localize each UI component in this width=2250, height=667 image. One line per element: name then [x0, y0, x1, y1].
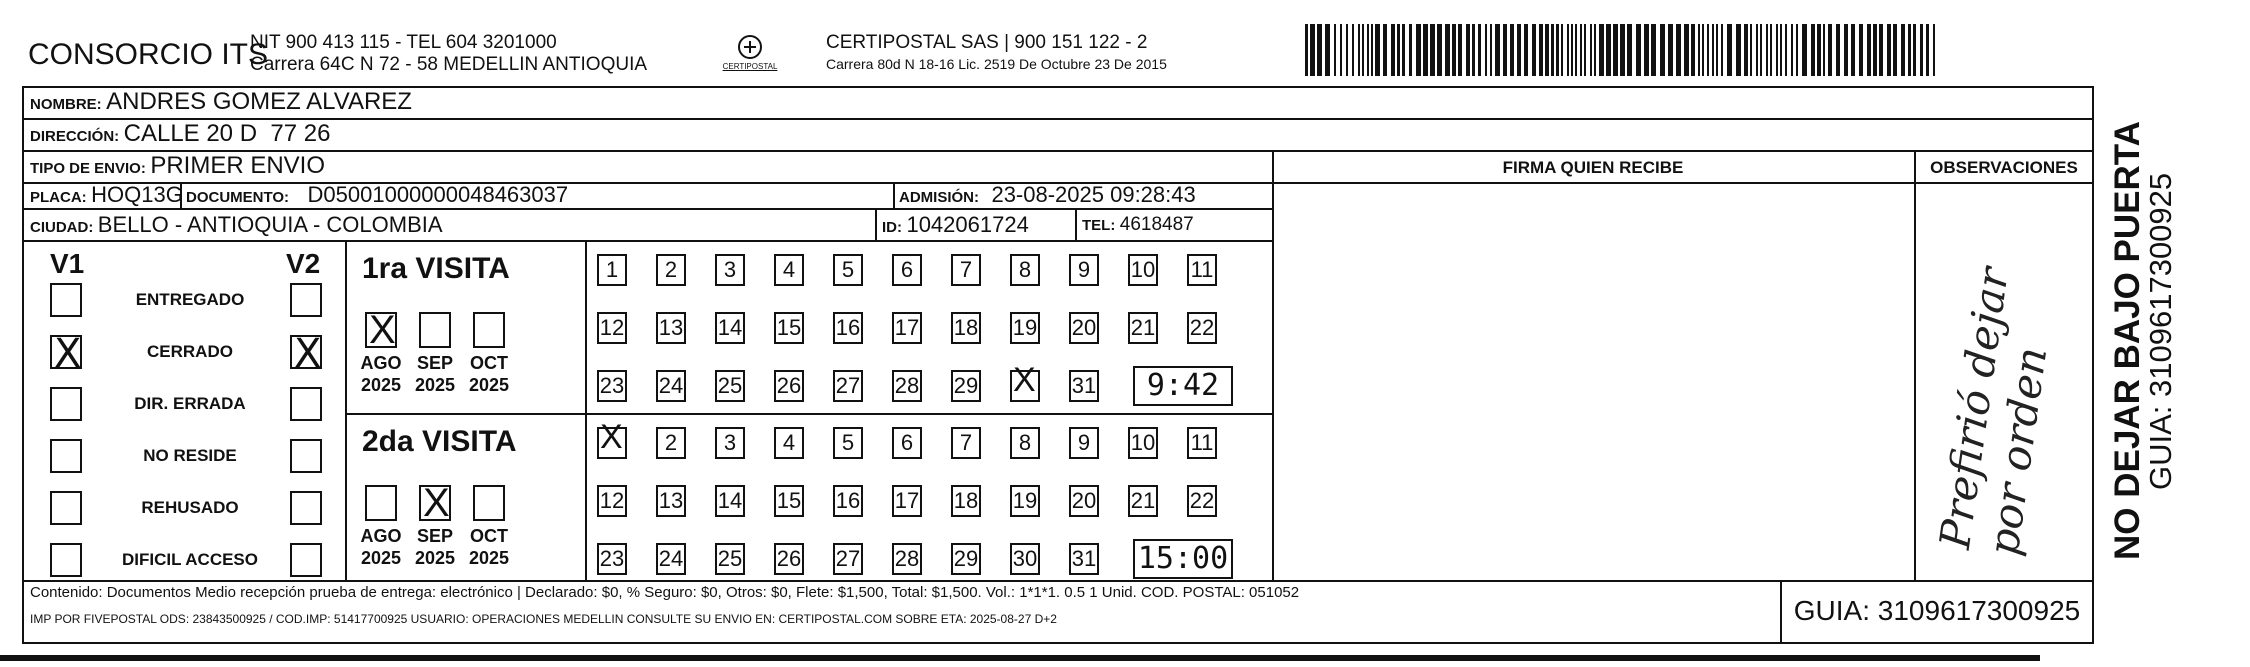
day-checkbox[interactable]: 23: [597, 370, 627, 402]
month-label: [408, 525, 462, 569]
day-checkbox[interactable]: 28: [892, 370, 922, 402]
day-checkbox[interactable]: 29: [951, 543, 981, 575]
day-checkbox[interactable]: 11: [1187, 427, 1217, 459]
day-checkbox[interactable]: 19: [1010, 485, 1040, 517]
city-label: CIUDAD:: [30, 219, 94, 236]
barcode-bar: [1584, 24, 1586, 76]
id-label: ID:: [882, 219, 902, 236]
document-value: D05001000000048463037: [307, 182, 569, 207]
day-checkbox[interactable]: 24: [656, 543, 686, 575]
no-leave-warning: NO DEJAR BAJO PUERTA: [2108, 121, 2147, 560]
shipment-type-value: PRIMER ENVIO: [150, 152, 326, 179]
day-checkbox[interactable]: 27: [833, 370, 863, 402]
document-label: DOCUMENTO:: [186, 189, 290, 206]
barcode-bar: [1371, 24, 1373, 76]
day-checkbox[interactable]: 13: [656, 312, 686, 344]
barcode-bar: [1571, 24, 1573, 76]
day-checkbox[interactable]: 19: [1010, 312, 1040, 344]
barcode-bar: [1391, 24, 1395, 76]
barcode-bar: [1556, 24, 1559, 76]
month-checkbox[interactable]: [473, 485, 505, 521]
certipostal-logo: [720, 32, 780, 76]
barcode-bar: [1636, 24, 1641, 76]
city-value: BELLO - ANTIOQUIA - COLOMBIA: [97, 212, 443, 237]
day-checkbox[interactable]: 21: [1128, 485, 1158, 517]
barcode-bar: [1358, 24, 1360, 76]
barcode-bar: [1452, 24, 1456, 76]
barcode-bar: [1811, 24, 1815, 76]
barcode-bar: [1644, 24, 1649, 76]
logo-caption: CERTIPOSTAL: [722, 62, 778, 71]
day-checkbox[interactable]: 3: [715, 427, 745, 459]
barcode-bar: [1594, 24, 1596, 76]
day-checkbox[interactable]: 18: [951, 485, 981, 517]
barcode-bar: [1851, 24, 1855, 76]
month-checkbox[interactable]: [365, 485, 397, 521]
v2-label: V2: [286, 248, 321, 279]
barcode-bar: [1756, 24, 1758, 76]
barcode-bar: [1478, 24, 1481, 76]
day-checkbox[interactable]: 14: [715, 312, 745, 344]
day-checkbox[interactable]: 16: [833, 485, 863, 517]
barcode-bar: [1716, 24, 1718, 76]
barcode-bar: [1317, 24, 1322, 76]
barcode-bar: [1409, 24, 1412, 76]
barcode-bar: [1490, 24, 1492, 76]
barcode-bar: [1495, 24, 1500, 76]
month-label: [354, 352, 408, 396]
city-field: [30, 212, 443, 238]
status-option-label: CERRADO: [147, 342, 233, 361]
visit-title: 2da VISITA: [362, 425, 517, 458]
plate-label: PLACA:: [30, 189, 87, 206]
day-checkbox[interactable]: 29: [951, 370, 981, 402]
status-option-label: ENTREGADO: [135, 290, 245, 309]
day-checkbox[interactable]: 7: [951, 427, 981, 459]
status-option-label: DIFICIL ACCESO: [121, 550, 258, 569]
visit-title: 1ra VISITA: [362, 252, 510, 285]
barcode-bar: [1430, 24, 1435, 76]
side-guide-number: GUIA: 3109617300925: [2143, 172, 2178, 490]
month-name: OCT: [470, 353, 508, 373]
month-checkbox[interactable]: [419, 485, 451, 521]
barcode-bar: [1802, 24, 1807, 76]
day-checkbox[interactable]: 4: [774, 427, 804, 459]
address-value: CALLE 20 D 77 26: [123, 120, 331, 147]
name-value: ANDRES GOMEZ ALVAREZ: [106, 88, 412, 115]
signature-header: FIRMA QUIEN RECIBE: [1502, 158, 1684, 177]
day-checkbox[interactable]: 10: [1128, 254, 1158, 286]
month-name: AGO: [360, 526, 402, 546]
month-label: [408, 352, 462, 396]
month-name: SEP: [416, 353, 454, 373]
barcode-bar: [1620, 24, 1625, 76]
day-checkbox[interactable]: 9: [1069, 427, 1099, 459]
footer-guide-number: GUIA: 3109617300925: [1793, 595, 2081, 626]
day-checkbox[interactable]: 4: [774, 254, 804, 286]
admission-value: 23-08-2025 09:28:43: [991, 182, 1196, 207]
barcode-bar: [1613, 24, 1618, 76]
tel-value: 4618487: [1119, 214, 1194, 235]
barcode-bar: [1539, 24, 1543, 76]
barcode-bar: [1416, 24, 1421, 76]
barcode-bar: [1397, 24, 1400, 76]
status-option-label: NO RESIDE: [143, 446, 237, 465]
company-nit: NIT 900 413 115 - TEL 604 3201000: [250, 32, 557, 53]
barcode-bar: [1712, 24, 1714, 76]
barcode-bar: [1750, 24, 1752, 76]
month-year: 2025: [414, 548, 456, 568]
day-checkbox[interactable]: 9: [1069, 254, 1099, 286]
barcode-bar: [1736, 24, 1741, 76]
barcode-bar: [1472, 24, 1475, 76]
day-checkbox[interactable]: 21: [1128, 312, 1158, 344]
day-checkbox[interactable]: 12: [597, 485, 627, 517]
barcode-bar: [1545, 24, 1549, 76]
barcode-bar: [1828, 24, 1832, 76]
barcode-bar: [1913, 24, 1916, 76]
month-name: SEP: [416, 526, 454, 546]
barcode-bar: [1676, 24, 1681, 76]
admission-label: ADMISIÓN:: [899, 189, 979, 206]
address-field: [30, 120, 330, 148]
month-name: OCT: [470, 526, 508, 546]
day-checkbox[interactable]: 6: [892, 427, 922, 459]
barcode: [1305, 24, 1940, 76]
barcode-bar: [1485, 24, 1487, 76]
barcode-bar: [1920, 24, 1923, 76]
name-field: [30, 88, 412, 116]
barcode-bar: [1901, 24, 1905, 76]
barcode-bar: [1532, 24, 1536, 76]
day-checkbox[interactable]: 7: [951, 254, 981, 286]
month-label: [462, 352, 516, 396]
barcode-bar: [1524, 24, 1528, 76]
month-year: 2025: [360, 375, 402, 395]
barcode-bar: [1510, 24, 1514, 76]
barcode-bar: [1402, 24, 1405, 76]
barcode-bar: [1791, 24, 1793, 76]
barcode-bar: [1817, 24, 1821, 76]
barcode-bar: [1567, 24, 1569, 76]
day-checkbox[interactable]: 8: [1010, 427, 1040, 459]
barcode-bar: [1517, 24, 1521, 76]
barcode-bar: [1660, 24, 1665, 76]
carrier-name: CERTIPOSTAL SAS | 900 151 122 - 2: [826, 32, 1148, 53]
day-checkbox[interactable]: 14: [715, 485, 745, 517]
admission-field: [899, 182, 1196, 208]
day-checkbox[interactable]: 30: [1010, 543, 1040, 575]
barcode-bar: [1867, 24, 1871, 76]
barcode-bar: [1383, 24, 1387, 76]
month-label: [354, 525, 408, 569]
plate-value: HOQ13G: [91, 182, 183, 207]
month-checkbox[interactable]: [473, 312, 505, 348]
day-checkbox[interactable]: 23: [597, 543, 627, 575]
barcode-bar: [1702, 24, 1704, 76]
status-option-label: REHUSADO: [141, 498, 239, 517]
day-checkbox[interactable]: 22: [1187, 485, 1217, 517]
day-checkbox[interactable]: 11: [1187, 254, 1217, 286]
barcode-bar: [1310, 24, 1315, 76]
day-checkbox[interactable]: 15: [774, 485, 804, 517]
barcode-bar: [1796, 24, 1798, 76]
tel-field: [1082, 214, 1194, 236]
day-checkbox[interactable]: 15: [774, 312, 804, 344]
barcode-bar: [1580, 24, 1582, 76]
day-checkbox[interactable]: 13: [656, 485, 686, 517]
barcode-bar: [1599, 24, 1604, 76]
shipment-type-label: TIPO DE ENVIO:: [30, 160, 146, 177]
day-checkbox[interactable]: 25: [715, 543, 745, 575]
barcode-bar: [1879, 24, 1883, 76]
day-checkbox[interactable]: 31: [1069, 543, 1099, 575]
handwritten-note: Prefirió dejar por orden: [1930, 264, 2057, 559]
v1-label: V1: [50, 248, 85, 279]
barcode-bar: [1346, 24, 1348, 76]
barcode-bar: [1334, 24, 1336, 76]
barcode-bar: [1627, 24, 1632, 76]
company-address: Carrera 64C N 72 - 58 MEDELLIN ANTIOQUIA: [250, 54, 648, 75]
barcode-bar: [1503, 24, 1507, 76]
day-checkbox[interactable]: 2: [656, 254, 686, 286]
day-checkbox[interactable]: 31: [1069, 370, 1099, 402]
barcode-bar: [1760, 24, 1762, 76]
day-checkbox[interactable]: 27: [833, 543, 863, 575]
barcode-bar: [1590, 24, 1592, 76]
barcode-bar: [1785, 24, 1787, 76]
day-checkbox[interactable]: 20: [1069, 312, 1099, 344]
barcode-bar: [1691, 24, 1695, 76]
barcode-bar: [1766, 24, 1768, 76]
day-checkbox[interactable]: 5: [833, 254, 863, 286]
barcode-bar: [1551, 24, 1554, 76]
barcode-bar: [1305, 24, 1308, 76]
barcode-bar: [1698, 24, 1700, 76]
day-checkbox[interactable]: 17: [892, 312, 922, 344]
barcode-bar: [1844, 24, 1848, 76]
day-checkbox[interactable]: 17: [892, 485, 922, 517]
month-year: 2025: [360, 548, 402, 568]
barcode-bar: [1340, 24, 1342, 76]
carrier-license: Carrera 80d N 18-16 Lic. 2519 De Octubre 23 De 2015: [826, 56, 1167, 72]
scan-border: [0, 655, 2040, 661]
barcode-bar: [1887, 24, 1891, 76]
barcode-bar: [1651, 24, 1656, 76]
barcode-bar: [1437, 24, 1442, 76]
company-name: CONSORCIO ITS: [28, 38, 269, 71]
document-field: [186, 182, 568, 208]
footer-print-info: IMP POR FIVEPOSTAL ODS: 23843500925 / COD.IMP: 51417700925 USUARIO: OPERACIONES MEDELLIN CONSULTE SU ENVIO EN: CERTIPOSTAL.COM SOBRE ETA: 2025-08-27 D+2: [30, 612, 1057, 626]
month-year: 2025: [468, 548, 510, 568]
barcode-bar: [1776, 24, 1778, 76]
barcode-bar: [1668, 24, 1673, 76]
shipment-type-field: [30, 152, 325, 180]
barcode-bar: [1367, 24, 1369, 76]
visit-time[interactable]: 9:42: [1133, 366, 1233, 406]
barcode-bar: [1823, 24, 1825, 76]
plate-field: [30, 182, 183, 208]
day-checkbox[interactable]: 6: [892, 254, 922, 286]
barcode-bar: [1780, 24, 1782, 76]
barcode-bar: [1362, 24, 1364, 76]
day-checkbox[interactable]: 28: [892, 543, 922, 575]
barcode-bar: [1893, 24, 1897, 76]
barcode-bar: [1445, 24, 1450, 76]
day-checkbox[interactable]: 16: [833, 312, 863, 344]
month-year: 2025: [468, 375, 510, 395]
barcode-bar: [1933, 24, 1935, 76]
barcode-bar: [1836, 24, 1840, 76]
barcode-bar: [1575, 24, 1577, 76]
visit-time[interactable]: 15:00: [1133, 539, 1233, 579]
day-checkbox[interactable]: 10: [1128, 427, 1158, 459]
month-checkbox[interactable]: [419, 312, 451, 348]
barcode-bar: [1684, 24, 1689, 76]
barcode-bar: [1707, 24, 1709, 76]
day-checkbox[interactable]: 20: [1069, 485, 1099, 517]
barcode-bar: [1375, 24, 1380, 76]
day-checkbox[interactable]: 12: [597, 312, 627, 344]
month-label: [462, 525, 516, 569]
barcode-bar: [1606, 24, 1611, 76]
day-checkbox[interactable]: 1: [597, 254, 627, 286]
day-checkbox[interactable]: 2: [656, 427, 686, 459]
day-checkbox[interactable]: 22: [1187, 312, 1217, 344]
barcode-bar: [1908, 24, 1911, 76]
day-checkbox[interactable]: 25: [715, 370, 745, 402]
barcode-bar: [1458, 24, 1462, 76]
tel-label: TEL:: [1082, 217, 1116, 234]
day-checkbox[interactable]: 26: [774, 543, 804, 575]
day-checkbox[interactable]: 8: [1010, 254, 1040, 286]
day-checkbox[interactable]: 26: [774, 370, 804, 402]
barcode-bar: [1727, 24, 1732, 76]
footer-contents: Contenido: Documentos Medio recepción prueba de entrega: electrónico | Declarado: $0, % Seguro: $0, Otros: $0, Flete: $1,500, Total: $1,500. Vol.: 1*1*1. 0.5 1 Unid. COD. POSTAL: 051052: [30, 584, 1300, 601]
address-label: DIRECCIÓN:: [30, 128, 120, 145]
barcode-bar: [1873, 24, 1877, 76]
day-checkbox[interactable]: 5: [833, 427, 863, 459]
month-checkbox[interactable]: [365, 312, 397, 348]
day-checkbox[interactable]: 24: [656, 370, 686, 402]
day-checkbox[interactable]: 3: [715, 254, 745, 286]
name-label: NOMBRE:: [30, 96, 102, 113]
id-value: 1042061724: [906, 212, 1029, 237]
day-checkbox[interactable]: [597, 427, 627, 459]
observations-header: OBSERVACIONES: [1930, 158, 2078, 177]
barcode-bar: [1770, 24, 1772, 76]
barcode-bar: [1721, 24, 1723, 76]
barcode-bar: [1325, 24, 1330, 76]
barcode-bar: [1744, 24, 1748, 76]
barcode-bar: [1466, 24, 1470, 76]
day-checkbox[interactable]: 18: [951, 312, 981, 344]
month-name: AGO: [360, 353, 402, 373]
barcode-bar: [1859, 24, 1863, 76]
id-field: [882, 212, 1029, 238]
barcode-bar: [1423, 24, 1428, 76]
status-option-label: DIR. ERRADA: [134, 394, 246, 413]
barcode-bar: [1352, 24, 1354, 76]
day-checkbox[interactable]: [1010, 370, 1040, 402]
barcode-bar: [1561, 24, 1563, 76]
month-year: 2025: [414, 375, 456, 395]
barcode-bar: [1926, 24, 1929, 76]
